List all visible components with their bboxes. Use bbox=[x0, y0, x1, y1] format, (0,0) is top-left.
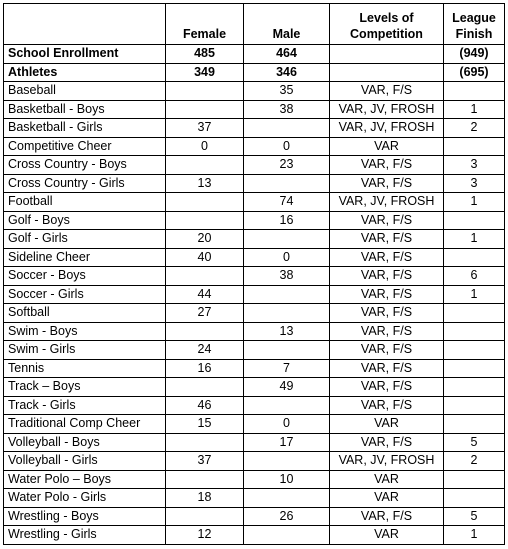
league-finish bbox=[444, 248, 505, 267]
female-count bbox=[166, 156, 244, 175]
female-count bbox=[166, 433, 244, 452]
female-count: 27 bbox=[166, 304, 244, 323]
table-row bbox=[4, 267, 505, 286]
league-finish bbox=[444, 359, 505, 378]
female-count: 37 bbox=[166, 452, 244, 471]
table-row bbox=[4, 452, 505, 471]
table-row bbox=[4, 507, 505, 526]
competition-levels: VAR, JV, FROSH bbox=[330, 119, 444, 138]
league-finish bbox=[444, 82, 505, 101]
sport-name: Traditional Comp Cheer bbox=[4, 415, 166, 434]
male-count bbox=[244, 304, 330, 323]
sport-name: Soccer - Girls bbox=[4, 285, 166, 304]
sport-name: Golf - Girls bbox=[4, 230, 166, 249]
sport-name: Wrestling - Girls bbox=[4, 526, 166, 545]
table-row bbox=[4, 174, 505, 193]
table-row bbox=[4, 341, 505, 360]
male-count bbox=[244, 452, 330, 471]
summary-levels bbox=[330, 45, 444, 64]
league-finish: 2 bbox=[444, 452, 505, 471]
table-row bbox=[4, 396, 505, 415]
table-row bbox=[4, 137, 505, 156]
male-count: 0 bbox=[244, 137, 330, 156]
female-count: 24 bbox=[166, 341, 244, 360]
league-finish bbox=[444, 396, 505, 415]
header-finish-line1: League bbox=[452, 11, 496, 25]
competition-levels: VAR, F/S bbox=[330, 433, 444, 452]
male-count bbox=[244, 341, 330, 360]
sport-name: Wrestling - Boys bbox=[4, 507, 166, 526]
female-count: 20 bbox=[166, 230, 244, 249]
league-finish: 1 bbox=[444, 285, 505, 304]
summary-row bbox=[4, 63, 505, 82]
league-finish: 3 bbox=[444, 174, 505, 193]
female-count: 12 bbox=[166, 526, 244, 545]
table-row bbox=[4, 304, 505, 323]
male-count bbox=[244, 230, 330, 249]
table-row bbox=[4, 82, 505, 101]
table-row bbox=[4, 119, 505, 138]
header-levels-line2: Competition bbox=[350, 27, 423, 41]
competition-levels: VAR, F/S bbox=[330, 378, 444, 397]
summary-female: 485 bbox=[166, 45, 244, 64]
competition-levels: VAR, F/S bbox=[330, 211, 444, 230]
sport-name: Sideline Cheer bbox=[4, 248, 166, 267]
league-finish bbox=[444, 489, 505, 508]
male-count: 13 bbox=[244, 322, 330, 341]
sport-name: Track - Girls bbox=[4, 396, 166, 415]
sport-name: Volleyball - Boys bbox=[4, 433, 166, 452]
male-count: 38 bbox=[244, 267, 330, 286]
sport-name: Softball bbox=[4, 304, 166, 323]
competition-levels: VAR bbox=[330, 526, 444, 545]
female-count: 0 bbox=[166, 137, 244, 156]
table-row bbox=[4, 433, 505, 452]
competition-levels: VAR, F/S bbox=[330, 174, 444, 193]
summary-label: School Enrollment bbox=[4, 45, 166, 64]
header-row bbox=[4, 4, 505, 45]
header-male: Male bbox=[244, 4, 330, 45]
league-finish bbox=[444, 137, 505, 156]
female-count: 40 bbox=[166, 248, 244, 267]
athletics-participation-table bbox=[3, 3, 505, 545]
sport-name: Track – Boys bbox=[4, 378, 166, 397]
header-finish bbox=[444, 4, 505, 45]
sport-name: Competitive Cheer bbox=[4, 137, 166, 156]
sport-name: Golf - Boys bbox=[4, 211, 166, 230]
league-finish: 5 bbox=[444, 507, 505, 526]
female-count bbox=[166, 322, 244, 341]
competition-levels: VAR, F/S bbox=[330, 396, 444, 415]
league-finish: 2 bbox=[444, 119, 505, 138]
header-sport bbox=[4, 4, 166, 45]
table-row bbox=[4, 248, 505, 267]
female-count bbox=[166, 470, 244, 489]
summary-female: 349 bbox=[166, 63, 244, 82]
table-body bbox=[4, 4, 505, 545]
female-count bbox=[166, 100, 244, 119]
sport-name: Soccer - Boys bbox=[4, 267, 166, 286]
header-levels bbox=[330, 4, 444, 45]
male-count bbox=[244, 489, 330, 508]
male-count bbox=[244, 174, 330, 193]
header-female: Female bbox=[166, 4, 244, 45]
female-count bbox=[166, 267, 244, 286]
table-row bbox=[4, 100, 505, 119]
male-count: 10 bbox=[244, 470, 330, 489]
league-finish: 1 bbox=[444, 230, 505, 249]
competition-levels: VAR bbox=[330, 137, 444, 156]
league-finish bbox=[444, 415, 505, 434]
sport-name: Tennis bbox=[4, 359, 166, 378]
female-count bbox=[166, 82, 244, 101]
sport-name: Volleyball - Girls bbox=[4, 452, 166, 471]
table-row bbox=[4, 156, 505, 175]
female-count: 37 bbox=[166, 119, 244, 138]
summary-label: Athletes bbox=[4, 63, 166, 82]
table-row bbox=[4, 230, 505, 249]
competition-levels: VAR, JV, FROSH bbox=[330, 452, 444, 471]
table-row bbox=[4, 489, 505, 508]
female-count bbox=[166, 211, 244, 230]
competition-levels: VAR, F/S bbox=[330, 507, 444, 526]
table-row bbox=[4, 359, 505, 378]
male-count bbox=[244, 396, 330, 415]
male-count: 0 bbox=[244, 248, 330, 267]
competition-levels: VAR, F/S bbox=[330, 304, 444, 323]
female-count bbox=[166, 193, 244, 212]
header-finish-line2: Finish bbox=[455, 27, 493, 41]
sport-name: Swim - Girls bbox=[4, 341, 166, 360]
summary-levels bbox=[330, 63, 444, 82]
female-count: 13 bbox=[166, 174, 244, 193]
sport-name: Baseball bbox=[4, 82, 166, 101]
male-count bbox=[244, 285, 330, 304]
sport-name: Basketball - Boys bbox=[4, 100, 166, 119]
competition-levels: VAR bbox=[330, 489, 444, 508]
competition-levels: VAR, JV, FROSH bbox=[330, 100, 444, 119]
male-count: 26 bbox=[244, 507, 330, 526]
competition-levels: VAR, F/S bbox=[330, 156, 444, 175]
male-count: 74 bbox=[244, 193, 330, 212]
summary-male: 464 bbox=[244, 45, 330, 64]
sport-name: Water Polo – Boys bbox=[4, 470, 166, 489]
female-count: 16 bbox=[166, 359, 244, 378]
male-count: 16 bbox=[244, 211, 330, 230]
sport-name: Water Polo - Girls bbox=[4, 489, 166, 508]
competition-levels: VAR bbox=[330, 415, 444, 434]
male-count: 38 bbox=[244, 100, 330, 119]
male-count bbox=[244, 526, 330, 545]
league-finish bbox=[444, 304, 505, 323]
sport-name: Cross Country - Boys bbox=[4, 156, 166, 175]
competition-levels: VAR bbox=[330, 470, 444, 489]
female-count: 18 bbox=[166, 489, 244, 508]
league-finish: 1 bbox=[444, 100, 505, 119]
header-levels-line1: Levels of bbox=[359, 11, 414, 25]
sport-name: Basketball - Girls bbox=[4, 119, 166, 138]
competition-levels: VAR, F/S bbox=[330, 267, 444, 286]
competition-levels: VAR, JV, FROSH bbox=[330, 193, 444, 212]
competition-levels: VAR, F/S bbox=[330, 248, 444, 267]
table-row bbox=[4, 322, 505, 341]
competition-levels: VAR, F/S bbox=[330, 82, 444, 101]
female-count: 44 bbox=[166, 285, 244, 304]
table-row bbox=[4, 211, 505, 230]
female-count: 15 bbox=[166, 415, 244, 434]
table-row bbox=[4, 526, 505, 545]
league-finish bbox=[444, 322, 505, 341]
male-count: 35 bbox=[244, 82, 330, 101]
league-finish: 1 bbox=[444, 193, 505, 212]
table-row bbox=[4, 193, 505, 212]
male-count: 0 bbox=[244, 415, 330, 434]
competition-levels: VAR, F/S bbox=[330, 322, 444, 341]
competition-levels: VAR, F/S bbox=[330, 341, 444, 360]
league-finish bbox=[444, 470, 505, 489]
male-count: 7 bbox=[244, 359, 330, 378]
sport-name: Swim - Boys bbox=[4, 322, 166, 341]
competition-levels: VAR, F/S bbox=[330, 230, 444, 249]
table-row bbox=[4, 470, 505, 489]
league-finish bbox=[444, 211, 505, 230]
summary-finish: (695) bbox=[444, 63, 505, 82]
summary-finish: (949) bbox=[444, 45, 505, 64]
table-row bbox=[4, 285, 505, 304]
summary-row bbox=[4, 45, 505, 64]
male-count: 23 bbox=[244, 156, 330, 175]
league-finish: 6 bbox=[444, 267, 505, 286]
male-count: 49 bbox=[244, 378, 330, 397]
sport-name: Football bbox=[4, 193, 166, 212]
female-count bbox=[166, 378, 244, 397]
sport-name: Cross Country - Girls bbox=[4, 174, 166, 193]
league-finish bbox=[444, 341, 505, 360]
female-count: 46 bbox=[166, 396, 244, 415]
competition-levels: VAR, F/S bbox=[330, 285, 444, 304]
table-row bbox=[4, 378, 505, 397]
summary-male: 346 bbox=[244, 63, 330, 82]
female-count bbox=[166, 507, 244, 526]
league-finish: 1 bbox=[444, 526, 505, 545]
table-row bbox=[4, 415, 505, 434]
male-count: 17 bbox=[244, 433, 330, 452]
competition-levels: VAR, F/S bbox=[330, 359, 444, 378]
league-finish bbox=[444, 378, 505, 397]
male-count bbox=[244, 119, 330, 138]
league-finish: 5 bbox=[444, 433, 505, 452]
league-finish: 3 bbox=[444, 156, 505, 175]
